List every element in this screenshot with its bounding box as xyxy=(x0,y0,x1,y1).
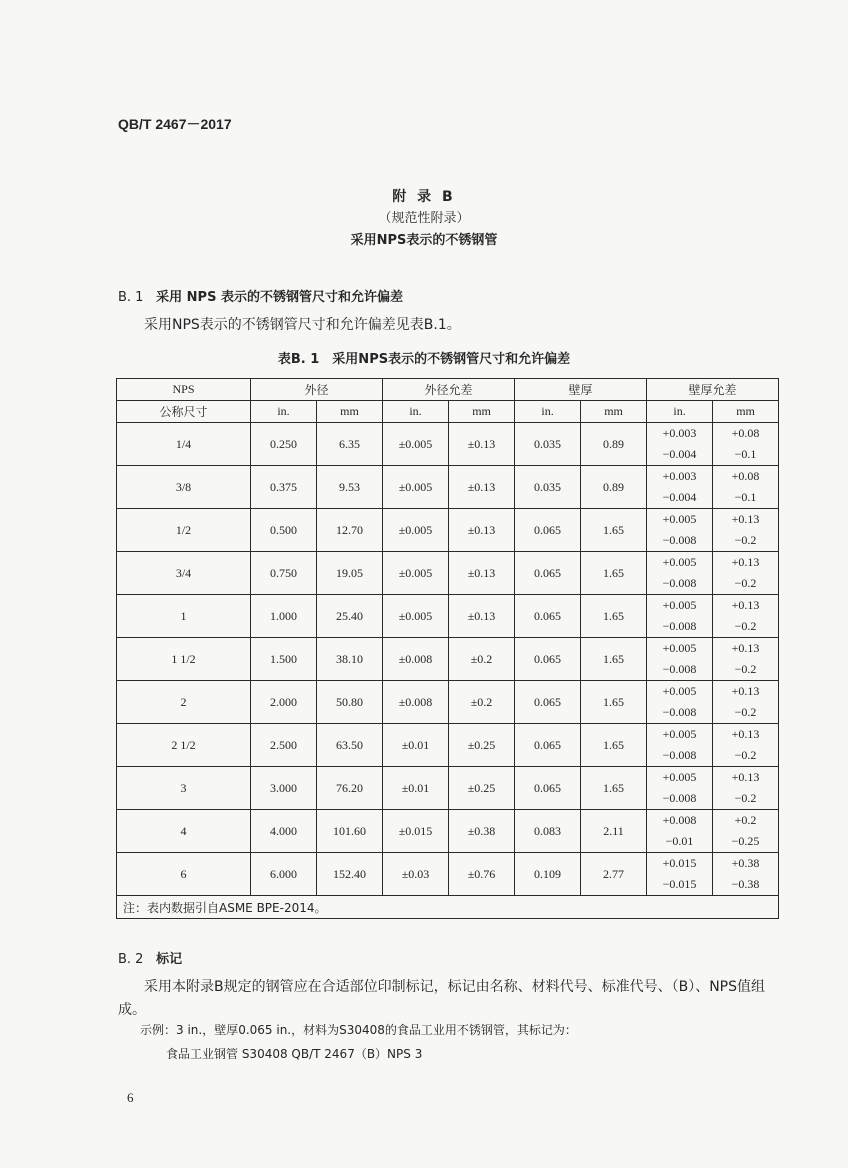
cell-wall-in: 0.035 xyxy=(515,466,581,509)
cell-wall-in: 0.065 xyxy=(515,595,581,638)
page-number: 6 xyxy=(127,1090,134,1105)
cell-wtol-in-minus: −0.008 xyxy=(647,530,713,552)
cell-wtol-mm-plus: +0.13 xyxy=(713,767,779,789)
cell-od-in: 3.000 xyxy=(251,767,317,810)
cell-odtol-mm: ±0.13 xyxy=(449,466,515,509)
cell-od-mm: 76.20 xyxy=(317,767,383,810)
cell-wtol-in-plus: +0.008 xyxy=(647,810,713,832)
cell-wtol-in-plus: +0.005 xyxy=(647,681,713,703)
cell-wall-mm: 0.89 xyxy=(581,423,647,466)
cell-odtol-in: ±0.008 xyxy=(383,681,449,724)
header-wall-tolerance: 壁厚允差 xyxy=(647,379,779,401)
header-unit-in: in. xyxy=(647,401,713,423)
header-nps: NPS xyxy=(117,379,251,401)
table-row xyxy=(117,853,779,875)
section-number: B. 1 xyxy=(118,290,144,305)
header-unit-in: in. xyxy=(383,401,449,423)
table-row xyxy=(117,466,779,488)
cell-wtol-mm-plus: +0.2 xyxy=(713,810,779,832)
cell-nps: 4 xyxy=(117,810,251,853)
cell-wtol-mm-minus: −0.1 xyxy=(713,487,779,509)
section-b1-heading xyxy=(118,286,403,305)
cell-nps: 3/4 xyxy=(117,552,251,595)
table-body xyxy=(117,423,779,896)
cell-odtol-in: ±0.005 xyxy=(383,595,449,638)
section-title: 采用 NPS 表示的不锈钢管尺寸和允许偏差 xyxy=(156,290,403,305)
cell-od-mm: 101.60 xyxy=(317,810,383,853)
cell-od-in: 0.750 xyxy=(251,552,317,595)
cell-nps: 1 1/2 xyxy=(117,638,251,681)
cell-wtol-in-minus: −0.004 xyxy=(647,444,713,466)
table-note: 注：表内数据引自ASME BPE-2014。 xyxy=(117,896,779,919)
cell-wall-in: 0.065 xyxy=(515,724,581,767)
cell-wtol-in-plus: +0.003 xyxy=(647,423,713,445)
cell-wtol-mm-minus: −0.1 xyxy=(713,444,779,466)
cell-od-in: 4.000 xyxy=(251,810,317,853)
cell-od-mm: 50.80 xyxy=(317,681,383,724)
cell-wall-in: 0.065 xyxy=(515,767,581,810)
table-row xyxy=(117,724,779,746)
table-row xyxy=(117,767,779,789)
marking-designation: 食品工业钢管 S30408 QB/T 2467（B）NPS 3 xyxy=(166,1047,423,1061)
cell-wall-in: 0.065 xyxy=(515,509,581,552)
cell-wall-in: 0.065 xyxy=(515,552,581,595)
cell-odtol-mm: ±0.13 xyxy=(449,552,515,595)
cell-wtol-mm-plus: +0.13 xyxy=(713,552,779,574)
section-number: B. 2 xyxy=(118,952,144,967)
cell-nps: 1/4 xyxy=(117,423,251,466)
nps-dimension-table xyxy=(116,378,779,919)
cell-od-mm: 152.40 xyxy=(317,853,383,896)
cell-odtol-in: ±0.01 xyxy=(383,724,449,767)
cell-od-mm: 6.35 xyxy=(317,423,383,466)
cell-wall-mm: 1.65 xyxy=(581,681,647,724)
cell-odtol-in: ±0.005 xyxy=(383,552,449,595)
header-unit-mm: mm xyxy=(317,401,383,423)
cell-od-mm: 25.40 xyxy=(317,595,383,638)
table-row xyxy=(117,681,779,703)
cell-wtol-in-minus: −0.008 xyxy=(647,616,713,638)
cell-od-in: 0.375 xyxy=(251,466,317,509)
cell-wtol-in-minus: −0.008 xyxy=(647,573,713,595)
section-title: 标记 xyxy=(156,952,183,967)
cell-wtol-in-minus: −0.004 xyxy=(647,487,713,509)
cell-wtol-in-plus: +0.005 xyxy=(647,767,713,789)
cell-odtol-mm: ±0.25 xyxy=(449,767,515,810)
appendix-title: 附 录 B xyxy=(392,189,456,205)
cell-wtol-mm-minus: −0.2 xyxy=(713,616,779,638)
cell-wtol-mm-plus: +0.13 xyxy=(713,724,779,746)
cell-odtol-mm: ±0.2 xyxy=(449,681,515,724)
section-b2-paragraph: 采用本附录B规定的钢管应在合适部位印制标记，标记由名称、材料代号、标准代号、（B）、NPS值组成。 xyxy=(118,979,766,1018)
cell-wtol-in-minus: −0.008 xyxy=(647,788,713,810)
header-unit-mm: mm xyxy=(713,401,779,423)
cell-odtol-mm: ±0.2 xyxy=(449,638,515,681)
cell-odtol-in: ±0.008 xyxy=(383,638,449,681)
cell-od-mm: 12.70 xyxy=(317,509,383,552)
cell-od-mm: 9.53 xyxy=(317,466,383,509)
appendix-name: 采用NPS表示的不锈钢管 xyxy=(350,233,498,248)
cell-wtol-mm-minus: −0.2 xyxy=(713,702,779,724)
cell-wtol-mm-minus: −0.2 xyxy=(713,745,779,767)
cell-wtol-in-plus: +0.015 xyxy=(647,853,713,875)
cell-wtol-in-minus: −0.008 xyxy=(647,702,713,724)
cell-odtol-mm: ±0.13 xyxy=(449,509,515,552)
cell-od-mm: 63.50 xyxy=(317,724,383,767)
cell-wtol-mm-minus: −0.2 xyxy=(713,573,779,595)
cell-odtol-in: ±0.01 xyxy=(383,767,449,810)
cell-wall-mm: 1.65 xyxy=(581,767,647,810)
cell-nps: 6 xyxy=(117,853,251,896)
cell-wall-in: 0.065 xyxy=(515,681,581,724)
cell-wtol-in-plus: +0.005 xyxy=(647,724,713,746)
cell-wtol-in-plus: +0.005 xyxy=(647,509,713,531)
cell-odtol-mm: ±0.38 xyxy=(449,810,515,853)
cell-wtol-in-plus: +0.005 xyxy=(647,638,713,660)
cell-od-in: 1.000 xyxy=(251,595,317,638)
cell-od-mm: 38.10 xyxy=(317,638,383,681)
marking-example: 示例：3 in.，壁厚0.065 in.，材料为S30408的食品工业用不锈钢管，其标记为： xyxy=(140,1023,577,1037)
cell-odtol-mm: ±0.13 xyxy=(449,595,515,638)
cell-wtol-mm-plus: +0.08 xyxy=(713,423,779,445)
cell-od-in: 2.500 xyxy=(251,724,317,767)
cell-wtol-mm-plus: +0.13 xyxy=(713,681,779,703)
cell-wall-in: 0.083 xyxy=(515,810,581,853)
cell-wall-mm: 0.89 xyxy=(581,466,647,509)
cell-wtol-mm-plus: +0.08 xyxy=(713,466,779,488)
table-row xyxy=(117,810,779,832)
cell-nps: 1 xyxy=(117,595,251,638)
cell-wall-in: 0.109 xyxy=(515,853,581,896)
cell-nps: 3/8 xyxy=(117,466,251,509)
table-row xyxy=(117,595,779,617)
cell-wtol-mm-minus: −0.2 xyxy=(713,659,779,681)
cell-wtol-mm-plus: +0.38 xyxy=(713,853,779,875)
table-row xyxy=(117,552,779,574)
cell-wtol-mm-minus: −0.25 xyxy=(713,831,779,853)
table-row xyxy=(117,509,779,531)
cell-wtol-in-minus: −0.015 xyxy=(647,874,713,896)
cell-od-in: 0.500 xyxy=(251,509,317,552)
cell-odtol-in: ±0.03 xyxy=(383,853,449,896)
cell-od-in: 6.000 xyxy=(251,853,317,896)
cell-nps: 2 1/2 xyxy=(117,724,251,767)
cell-wall-mm: 1.65 xyxy=(581,638,647,681)
cell-wtol-mm-minus: −0.2 xyxy=(713,530,779,552)
cell-odtol-in: ±0.005 xyxy=(383,423,449,466)
cell-wtol-mm-minus: −0.2 xyxy=(713,788,779,810)
table-caption: 表B. 1 采用NPS表示的不锈钢管尺寸和允许偏差 xyxy=(277,352,571,367)
standard-code: QB/T 2467－2017 xyxy=(118,116,232,132)
header-outer-diameter: 外径 xyxy=(251,379,383,401)
cell-wall-mm: 1.65 xyxy=(581,724,647,767)
header-od-tolerance: 外径允差 xyxy=(383,379,515,401)
cell-wtol-in-minus: −0.008 xyxy=(647,745,713,767)
header-unit-in: in. xyxy=(251,401,317,423)
cell-od-in: 0.250 xyxy=(251,423,317,466)
cell-odtol-in: ±0.005 xyxy=(383,466,449,509)
cell-wtol-in-minus: −0.008 xyxy=(647,659,713,681)
cell-odtol-in: ±0.015 xyxy=(383,810,449,853)
cell-wall-mm: 1.65 xyxy=(581,595,647,638)
cell-wtol-in-plus: +0.003 xyxy=(647,466,713,488)
section-b1-paragraph: 采用NPS表示的不锈钢管尺寸和允许偏差见表B.1。 xyxy=(144,317,461,333)
cell-nps: 2 xyxy=(117,681,251,724)
section-b2-heading xyxy=(118,948,182,967)
cell-wall-mm: 2.77 xyxy=(581,853,647,896)
cell-wtol-mm-plus: +0.13 xyxy=(713,638,779,660)
cell-wall-mm: 2.11 xyxy=(581,810,647,853)
cell-od-mm: 19.05 xyxy=(317,552,383,595)
table-row xyxy=(117,423,779,445)
cell-nps: 1/2 xyxy=(117,509,251,552)
cell-wtol-in-plus: +0.005 xyxy=(647,595,713,617)
header-wall-thickness: 壁厚 xyxy=(515,379,647,401)
cell-odtol-mm: ±0.76 xyxy=(449,853,515,896)
cell-odtol-in: ±0.005 xyxy=(383,509,449,552)
cell-od-in: 2.000 xyxy=(251,681,317,724)
cell-wtol-in-plus: +0.005 xyxy=(647,552,713,574)
cell-odtol-mm: ±0.25 xyxy=(449,724,515,767)
cell-wall-in: 0.035 xyxy=(515,423,581,466)
cell-wall-in: 0.065 xyxy=(515,638,581,681)
cell-wtol-in-minus: −0.01 xyxy=(647,831,713,853)
table-row xyxy=(117,638,779,660)
cell-od-in: 1.500 xyxy=(251,638,317,681)
cell-wtol-mm-minus: −0.38 xyxy=(713,874,779,896)
cell-nps: 3 xyxy=(117,767,251,810)
header-unit-in: in. xyxy=(515,401,581,423)
cell-wall-mm: 1.65 xyxy=(581,552,647,595)
cell-wtol-mm-plus: +0.13 xyxy=(713,595,779,617)
header-nominal-size: 公称尺寸 xyxy=(117,401,251,423)
cell-odtol-mm: ±0.13 xyxy=(449,423,515,466)
appendix-type: （规范性附录） xyxy=(378,211,470,226)
header-unit-mm: mm xyxy=(449,401,515,423)
cell-wall-mm: 1.65 xyxy=(581,509,647,552)
cell-wtol-mm-plus: +0.13 xyxy=(713,509,779,531)
header-unit-mm: mm xyxy=(581,401,647,423)
